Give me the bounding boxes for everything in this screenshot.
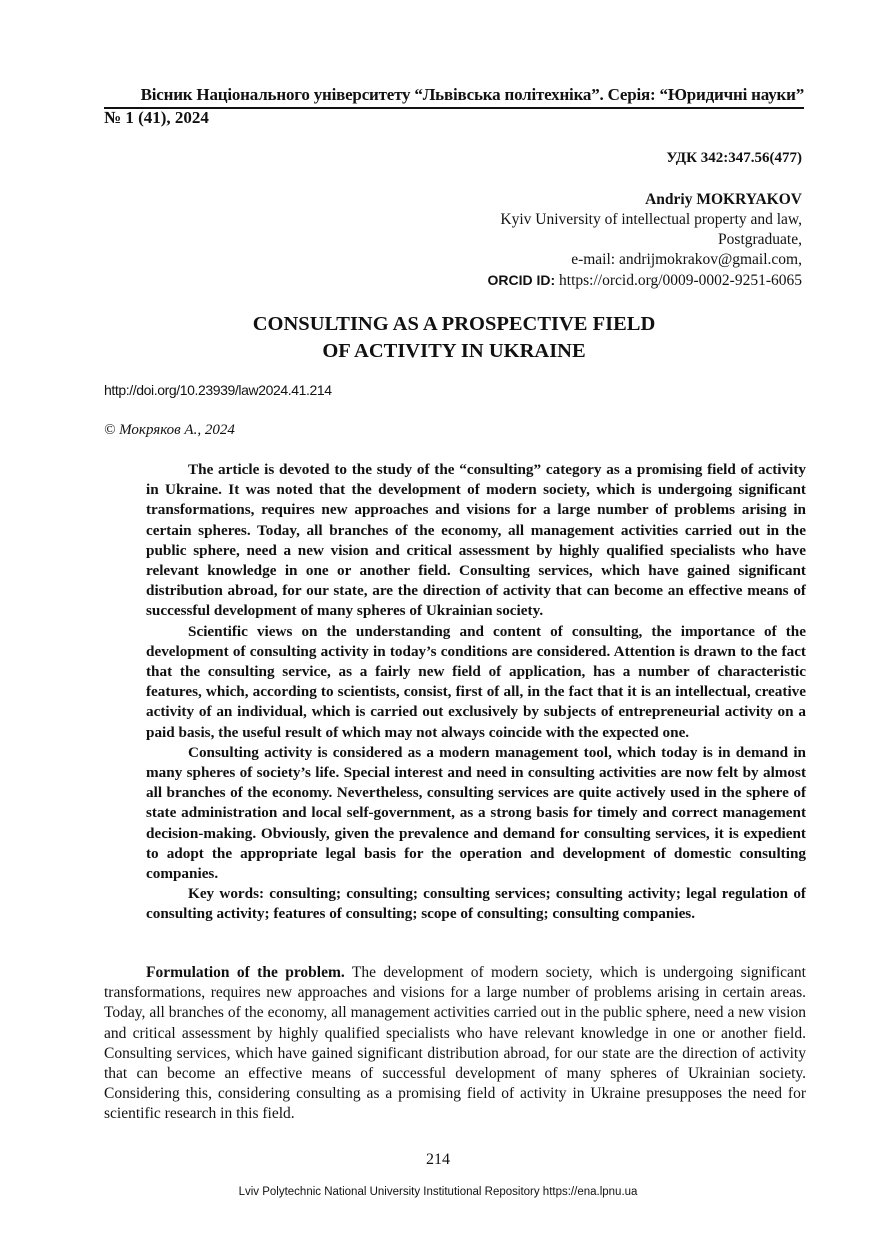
page-number: 214	[426, 1151, 450, 1168]
author-email[interactable]: e-mail: andrijmokrakov@gmail.com,	[571, 251, 802, 268]
copyright-notice: © Мокряков А., 2024	[104, 422, 235, 438]
abstract-paragraph: Consulting activity is considered as a modern management tool, which today is in demand in many spheres of society’s life. Special interest and need in consulting activities are now felt by almost all branches of the economy. Nevertheless, consulting services are quite actively used in the sphere of state administration and local self-government, as a strong basis for timely and correct management decision-making. Obviously, given the prevalence and demand for consulting services, it is expedient to adopt the appropriate legal basis for the operation and development of domestic consulting companies.	[146, 743, 806, 883]
title-line-1: CONSULTING AS A PROSPECTIVE FIELD	[252, 313, 656, 335]
body-paragraph	[104, 963, 806, 1125]
author-position: Postgraduate,	[718, 231, 802, 248]
header-rule	[104, 107, 804, 109]
doi-link[interactable]: http://doi.org/10.23939/law2024.41.214	[104, 382, 332, 398]
issue-number: № 1 (41), 2024	[104, 108, 209, 127]
body-section	[104, 963, 806, 1125]
author-block	[487, 190, 802, 291]
author-orcid	[487, 270, 802, 291]
repository-footer: Lviv Polytechnic National University Institutional Repository https://ena.lpnu.ua	[238, 1186, 638, 1198]
orcid-label: ORCID ID:	[487, 272, 556, 288]
author-affiliation: Kyiv University of intellectual property and law,	[500, 211, 802, 228]
abstract-paragraph: The article is devoted to the study of the “consulting” category as a promising field of activity in Ukraine. It was noted that the development of modern society, which is undergoing significant transformations, requires new approaches and visions for a large number of problems arising in certain spheres. Today, all branches of the economy, all management activities carried out in the public sphere, need a new vision and critical assessment by highly qualified specialists who have relevant knowledge in one or another field. Consulting services, which have gained significant distribution abroad, for our state, are the direction of activity that can become an effective means of successful development of many spheres of Ukrainian society.	[146, 461, 806, 620]
section-heading: Formulation of the problem.	[146, 964, 345, 981]
abstract	[146, 460, 806, 925]
udc-code: УДК 342:347.56(477)	[666, 150, 802, 166]
article-title	[104, 311, 804, 365]
title-line-2: OF ACTIVITY IN UKRAINE	[322, 340, 586, 362]
keywords: Key words: consulting; consulting; consulting services; consulting activity; legal regulation of consulting activity; features of consulting; scope of consulting; consulting companies.	[146, 885, 806, 923]
section-text: The development of modern society, which is undergoing significant transformations, requires new approaches and visions for a large number of problems arising in certain areas. Today, all branches of the economy, all management activities carried out in the public sphere, need a new vision and critical assessment by highly qualified specialists who have relevant knowledge in one or another field. Consulting services, which have gained significant distribution abroad, for our state are the direction of activity that can become an effective means of successful development of many spheres of Ukrainian society. Considering this, considering consulting as a promising field of activity in Ukraine presupposes the need for scientific research in this field.	[104, 964, 806, 1123]
abstract-paragraph: Scientific views on the understanding and content of consulting, the importance of the development of consulting activity in today’s conditions are considered. Attention is drawn to the fact that the consulting service, as a fairly new field of application, has a number of characteristic features, which, according to scientists, consist, first of all, in the fact that it is an intellectual, creative activity of an individual, which is carried out exclusively by subjects of entrepreneurial activity on a paid basis, the useful result of which may not always coincide with the expected one.	[146, 622, 806, 741]
author-name: Andriy MOKRYAKOV	[645, 191, 802, 208]
journal-running-head: Вісник Національного університету “Львівська політехніка”. Серія: “Юридичні науки”	[140, 85, 804, 104]
orcid-link[interactable]: https://orcid.org/0009-0002-9251-6065	[555, 272, 802, 289]
